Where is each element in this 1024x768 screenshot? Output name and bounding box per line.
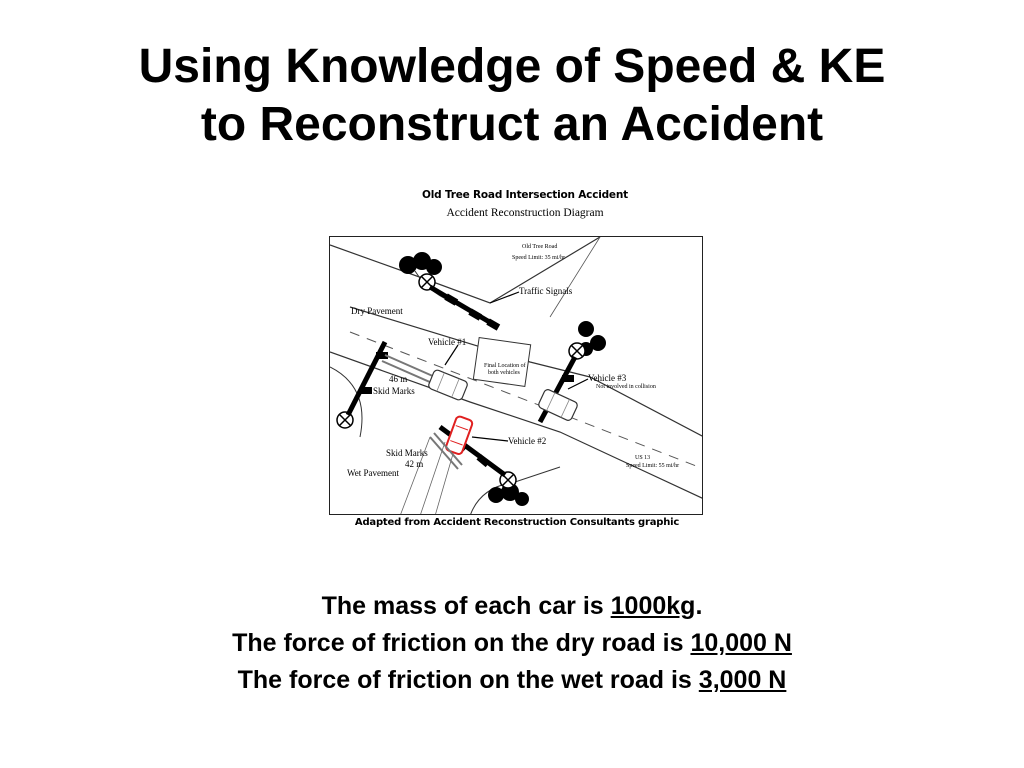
accident-diagram [329, 236, 703, 515]
label-final-location-2: both vehicles [488, 370, 520, 376]
signal-right-icon [569, 343, 585, 359]
tree-top-left-icon [399, 252, 442, 275]
facts-block [150, 588, 874, 699]
fact-dry-friction-value: 10,000 N [690, 629, 792, 657]
slide-title [0, 38, 1024, 154]
final-location-box [473, 338, 530, 387]
arrow-vehicle2 [472, 437, 508, 441]
fact-mass-text: The mass of each car is [321, 592, 611, 620]
label-skid-marks-1: Skid Marks [373, 386, 415, 396]
label-traffic-signals: Traffic Signals [519, 286, 573, 296]
fact-dry-friction-text: The force of friction on the dry road is [232, 629, 691, 657]
fact-mass [150, 588, 874, 625]
label-final-location-1: Final Location of [484, 363, 526, 369]
label-old-tree-road: Old Tree Road [522, 244, 558, 250]
label-not-involved: Not involved in collision [596, 384, 656, 390]
old-tree-road-edge-east [550, 237, 600, 317]
fact-wet-friction-value: 3,000 N [698, 666, 787, 694]
label-vehicle2: Vehicle #2 [508, 436, 547, 446]
label-dist-46: 46 m [389, 374, 408, 384]
accident-diagram-svg [330, 237, 703, 515]
figure-title: Old Tree Road Intersection Accident [422, 189, 628, 201]
label-vehicle3: Vehicle #3 [588, 373, 627, 383]
fact-wet-friction-text: The force of friction on the wet road is [237, 666, 699, 694]
fact-wet-friction [150, 662, 874, 699]
fact-mass-suffix: . [695, 592, 703, 620]
label-wet-pavement: Wet Pavement [347, 468, 400, 478]
fact-dry-friction [150, 625, 874, 662]
slide-title-line-2: to Reconstruct an Accident [200, 98, 824, 151]
label-dry-pavement: Dry Pavement [351, 306, 403, 316]
figure-subtitle: Accident Reconstruction Diagram [446, 207, 604, 219]
label-skid-marks-2: Skid Marks [386, 448, 428, 458]
label-dist-42: 42 m [405, 459, 424, 469]
label-us13: US 13 [635, 455, 651, 461]
label-vehicle1: Vehicle #1 [428, 337, 467, 347]
label-us13-speed: Speed Limit: 55 mi/hr [626, 463, 680, 469]
fact-mass-value: 1000kg [610, 592, 696, 620]
arrow-vehicle1 [445, 345, 458, 365]
slide-title-line-1: Using Knowledge of Speed & KE [138, 40, 886, 93]
figure-caption: Adapted from Accident Reconstruction Consultants graphic [354, 517, 680, 528]
vehicle1-icon [428, 369, 469, 401]
label-old-tree-speed: Speed Limit: 35 mi/hr [512, 255, 566, 261]
